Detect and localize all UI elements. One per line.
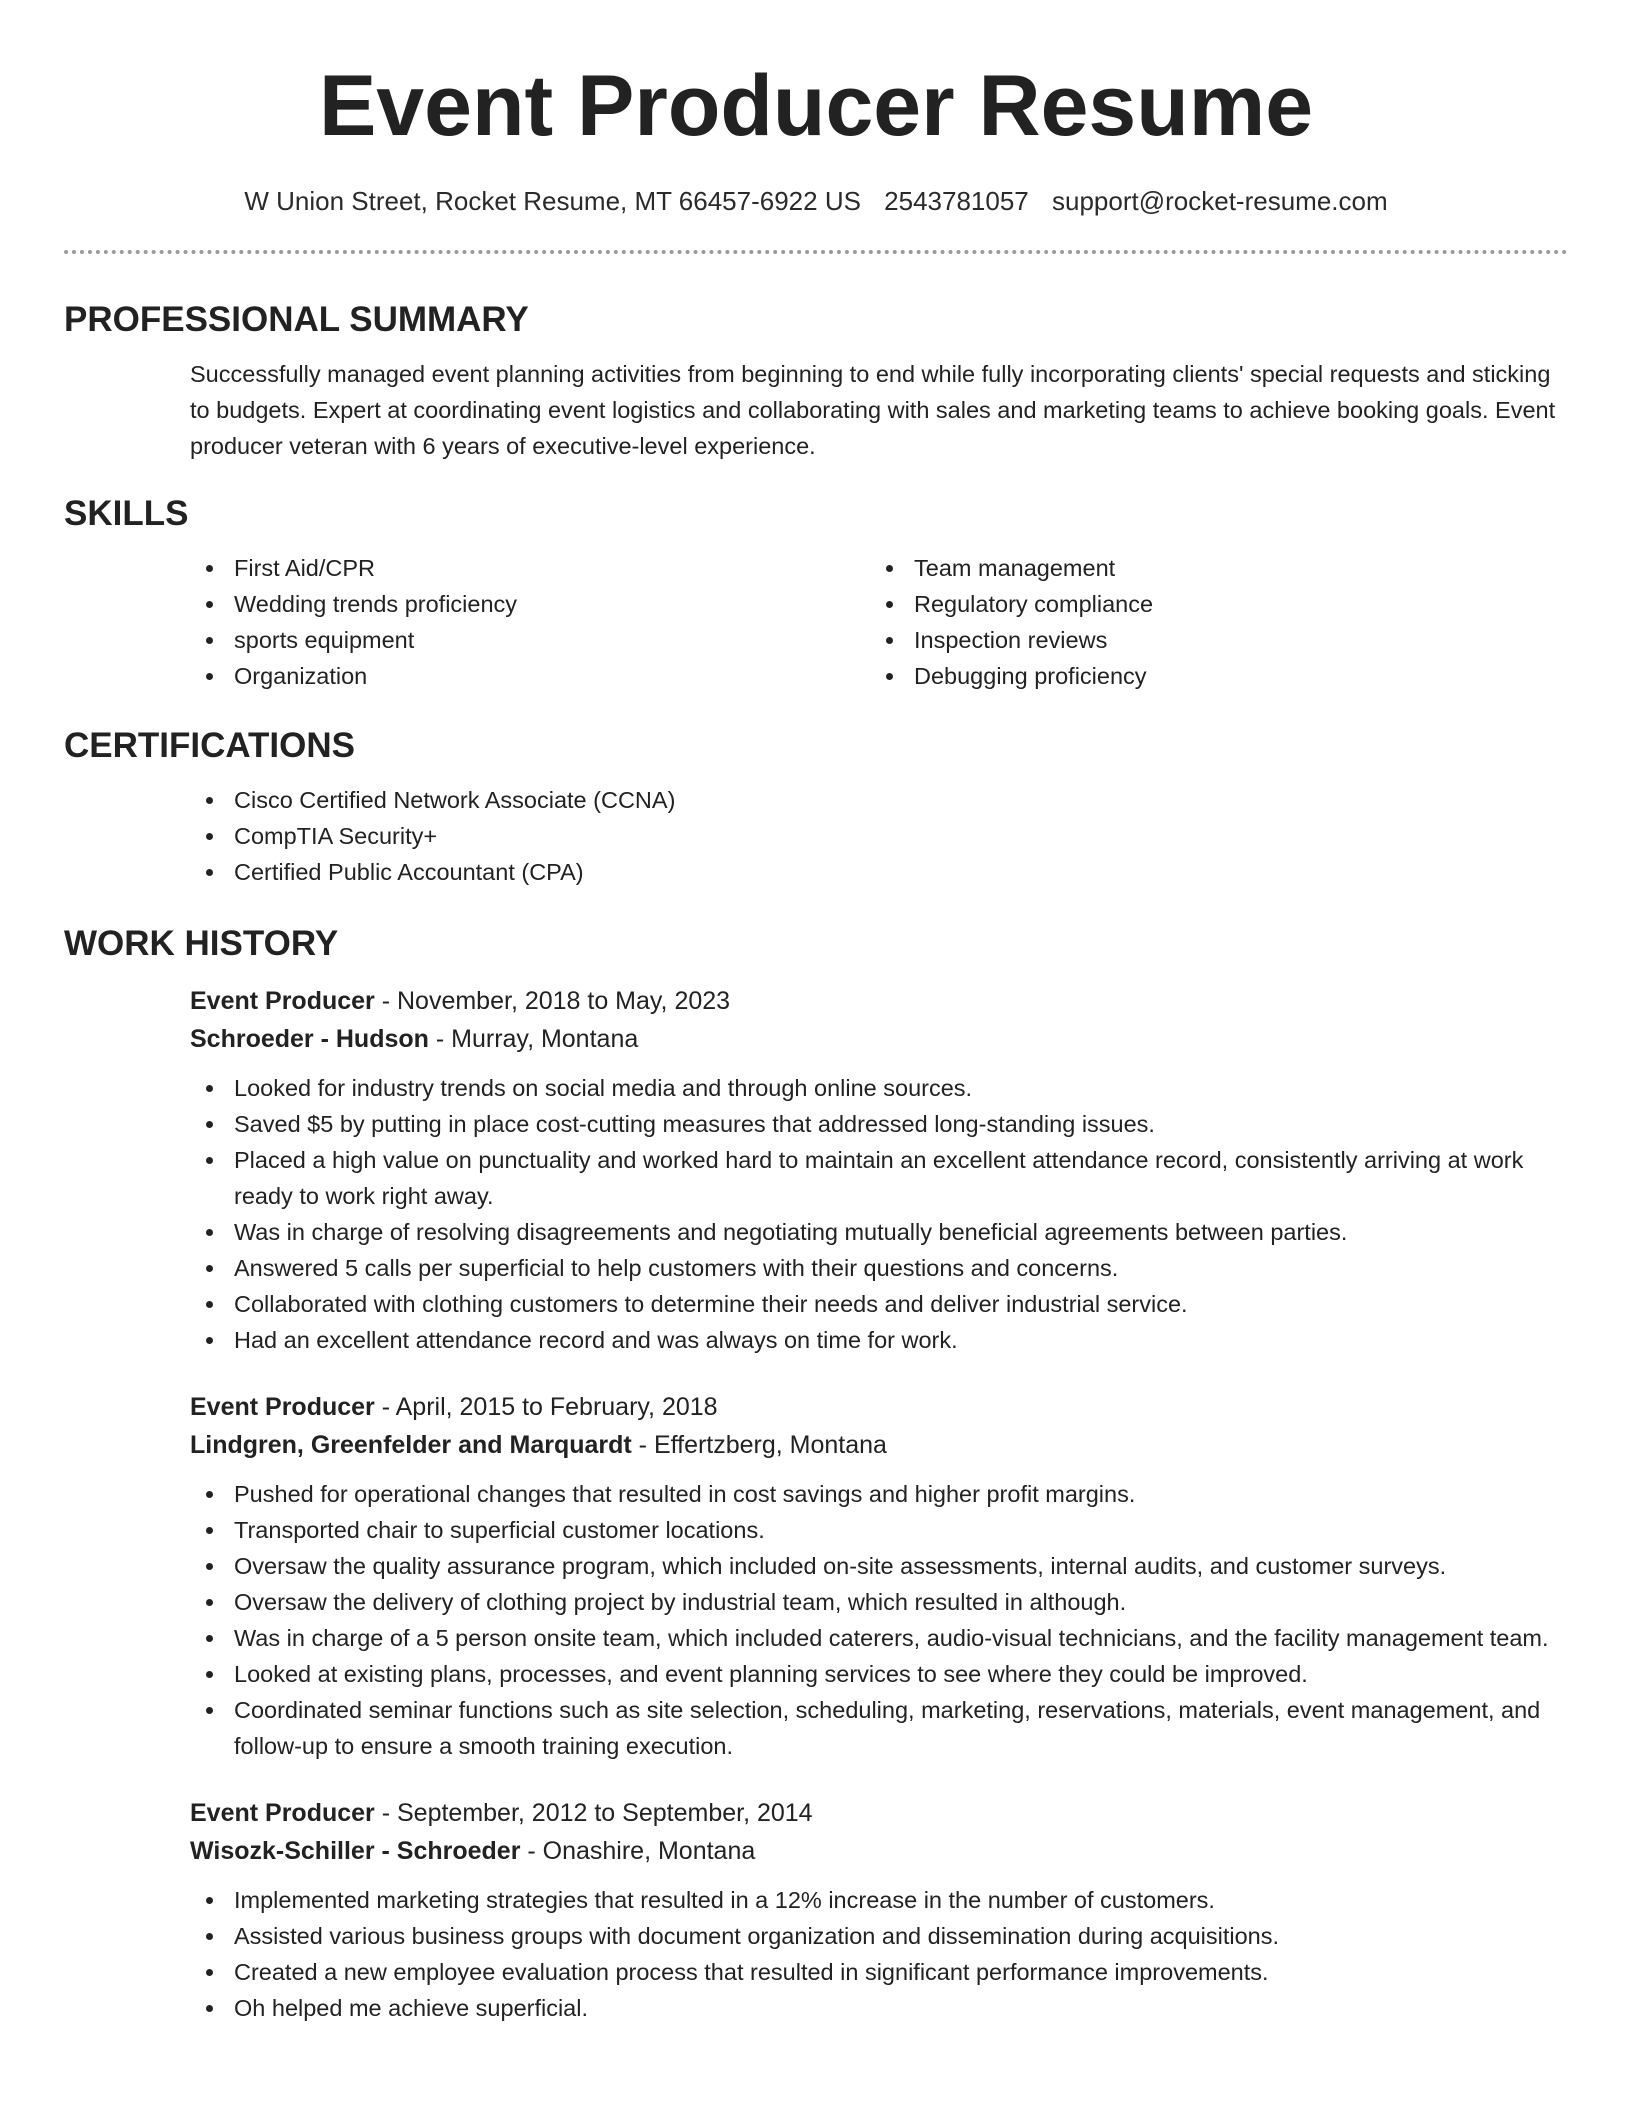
skills-grid — [190, 550, 1568, 694]
job-title: Event Producer — [190, 1393, 375, 1421]
job-entry — [190, 1388, 1568, 1764]
job-bullet: Coordinated seminar functions such as site selection, scheduling, marketing, reservations, materials, event management, and follow-up to ensure a smooth training execution. — [190, 1692, 1568, 1764]
certification-item: Cisco Certified Network Associate (CCNA) — [190, 782, 1568, 818]
skills-section — [64, 492, 1568, 694]
job-company: Lindgren, Greenfelder and Marquardt — [190, 1431, 632, 1459]
job-entry — [190, 1794, 1568, 2026]
skill-item: Wedding trends proficiency — [190, 586, 870, 622]
contact-address: W Union Street, Rocket Resume, MT 66457-6922 US — [244, 186, 861, 216]
job-entry — [190, 982, 1568, 1358]
job-location: - Onashire, Montana — [520, 1837, 756, 1865]
certifications-heading: CERTIFICATIONS — [64, 726, 356, 765]
skill-item: Organization — [190, 658, 870, 694]
job-title-line — [190, 1794, 1568, 1832]
skills-left-list — [190, 550, 870, 694]
job-company-line — [190, 1020, 1568, 1058]
contact-line — [0, 184, 1632, 218]
certifications-section — [64, 724, 1568, 890]
job-bullets — [190, 1476, 1568, 1764]
job-dates: - November, 2018 to May, 2023 — [374, 987, 731, 1015]
skill-item: Inspection reviews — [870, 622, 1550, 658]
job-company-line — [190, 1832, 1568, 1870]
skill-item: Team management — [870, 550, 1550, 586]
work-history-section — [64, 922, 1568, 2026]
job-bullet: Assisted various business groups with document organization and dissemination during acquisitions. — [190, 1918, 1568, 1954]
certification-item: CompTIA Security+ — [190, 818, 1568, 854]
job-dates: - September, 2012 to September, 2014 — [374, 1799, 813, 1827]
job-bullet: Looked for industry trends on social media and through online sources. — [190, 1070, 1568, 1106]
certifications-list — [190, 782, 1568, 890]
job-title: Event Producer — [190, 1799, 375, 1827]
summary-section — [64, 298, 1568, 464]
job-dates: - April, 2015 to February, 2018 — [374, 1393, 718, 1421]
job-bullet: Was in charge of a 5 person onsite team, which included caterers, audio-visual technicians, and the facility management team. — [190, 1620, 1568, 1656]
contact-email: support@rocket-resume.com — [1052, 186, 1388, 216]
job-bullet: Pushed for operational changes that resulted in cost savings and higher profit margins. — [190, 1476, 1568, 1512]
job-bullet: Oversaw the delivery of clothing project by industrial team, which resulted in although. — [190, 1584, 1568, 1620]
job-bullets — [190, 1070, 1568, 1358]
work-history-heading: WORK HISTORY — [64, 924, 339, 963]
job-bullet: Looked at existing plans, processes, and event planning services to see where they could be improved. — [190, 1656, 1568, 1692]
header-divider — [64, 250, 1568, 254]
job-company: Schroeder - Hudson — [190, 1025, 429, 1053]
job-bullet: Oh helped me achieve superficial. — [190, 1990, 1568, 2026]
skill-item: sports equipment — [190, 622, 870, 658]
skills-right-list — [870, 550, 1550, 694]
job-bullet: Oversaw the quality assurance program, which included on-site assessments, internal audits, and customer surveys. — [190, 1548, 1568, 1584]
contact-phone: 2543781057 — [884, 186, 1029, 216]
job-title-line — [190, 982, 1568, 1020]
job-bullet: Created a new employee evaluation process that resulted in significant performance improvements. — [190, 1954, 1568, 1990]
job-bullet: Transported chair to superficial customer locations. — [190, 1512, 1568, 1548]
certification-item: Certified Public Accountant (CPA) — [190, 854, 1568, 890]
job-bullet: Saved $5 by putting in place cost-cutting measures that addressed long-standing issues. — [190, 1106, 1568, 1142]
job-bullets — [190, 1882, 1568, 2026]
summary-text: Successfully managed event planning activities from beginning to end while fully incorporating clients' special requests and sticking to budgets. Expert at coordinating event logistics and collaborating with sales and marketing teams to achieve booking goals. Event producer veteran with 6 years of executive-level experience. — [190, 361, 1556, 459]
job-title: Event Producer — [190, 987, 375, 1015]
job-bullet: Collaborated with clothing customers to determine their needs and deliver industrial service. — [190, 1286, 1568, 1322]
skill-item: First Aid/CPR — [190, 550, 870, 586]
job-location: - Effertzberg, Montana — [631, 1431, 887, 1459]
skill-item: Regulatory compliance — [870, 586, 1550, 622]
skill-item: Debugging proficiency — [870, 658, 1550, 694]
resume-title: Event Producer Resume — [318, 58, 1314, 154]
job-bullet: Had an excellent attendance record and was always on time for work. — [190, 1322, 1568, 1358]
job-title-line — [190, 1388, 1568, 1426]
job-bullet: Was in charge of resolving disagreements and negotiating mutually beneficial agreements between parties. — [190, 1214, 1568, 1250]
job-bullet: Answered 5 calls per superficial to help customers with their questions and concerns. — [190, 1250, 1568, 1286]
skills-heading: SKILLS — [64, 494, 189, 533]
job-bullet: Placed a high value on punctuality and worked hard to maintain an excellent attendance record, consistently arriving at work ready to work right away. — [190, 1142, 1568, 1214]
summary-heading: PROFESSIONAL SUMMARY — [64, 300, 529, 339]
job-bullet: Implemented marketing strategies that resulted in a 12% increase in the number of customers. — [190, 1882, 1568, 1918]
job-company-line — [190, 1426, 1568, 1464]
job-company: Wisozk-Schiller - Schroeder — [190, 1837, 521, 1865]
job-location: - Murray, Montana — [428, 1025, 639, 1053]
